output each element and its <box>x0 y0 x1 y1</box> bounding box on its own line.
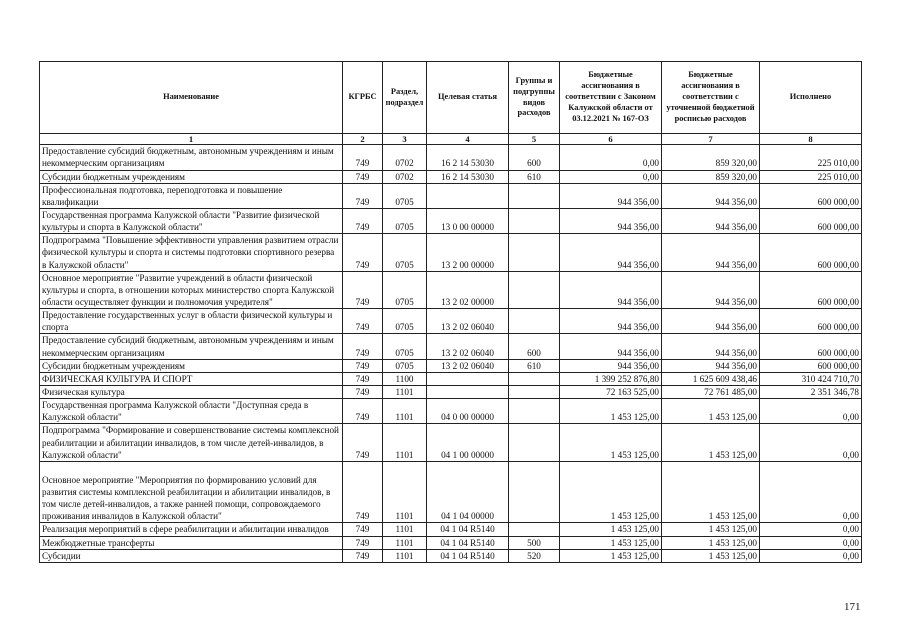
row-group: 610 <box>509 170 560 183</box>
row-group: 500 <box>509 536 560 549</box>
row-law-amount: 944 356,00 <box>560 271 662 308</box>
row-name: Субсидии бюджетным учреждениям <box>40 170 343 183</box>
row-law-amount: 1 453 125,00 <box>560 536 662 549</box>
row-name: Предоставление субсидий бюджетным, автономным учреждениям и иным некоммерческим организациям <box>40 334 343 359</box>
header-kgrbs: КГРБС <box>343 62 383 134</box>
row-section: 0705 <box>383 359 427 372</box>
row-name: Субсидии <box>40 549 343 562</box>
row-group <box>509 209 560 234</box>
row-name: Профессиональная подготовка, переподготовка и повышение квалификации <box>40 183 343 208</box>
row-executed-amount: 600 000,00 <box>760 271 862 308</box>
row-law-amount: 944 356,00 <box>560 334 662 359</box>
row-name: Реализация мероприятий в сфере реабилитации и абилитации инвалидов <box>40 523 343 536</box>
row-refined-amount: 1 453 125,00 <box>662 549 760 562</box>
column-number: 2 <box>343 134 383 145</box>
table-row <box>40 399 862 424</box>
row-kgrbs: 749 <box>343 523 383 536</box>
row-group: 520 <box>509 549 560 562</box>
row-section: 1101 <box>383 399 427 424</box>
row-refined-amount: 1 453 125,00 <box>662 424 760 461</box>
row-refined-amount: 859 320,00 <box>662 145 760 170</box>
row-refined-amount: 944 356,00 <box>662 334 760 359</box>
row-name: ФИЗИЧЕСКАЯ КУЛЬТУРА И СПОРТ <box>40 372 343 385</box>
table-row <box>40 170 862 183</box>
budget-execution-table <box>39 61 862 563</box>
row-target: 13 2 02 06040 <box>427 359 509 372</box>
row-refined-amount: 944 356,00 <box>662 183 760 208</box>
column-number: 3 <box>383 134 427 145</box>
row-section: 0705 <box>383 271 427 308</box>
row-executed-amount: 600 000,00 <box>760 334 862 359</box>
row-kgrbs: 749 <box>343 359 383 372</box>
row-law-amount: 1 399 252 876,80 <box>560 372 662 385</box>
table-row <box>40 271 862 308</box>
row-kgrbs: 749 <box>343 334 383 359</box>
table-row <box>40 309 862 334</box>
row-target <box>427 372 509 385</box>
row-law-amount: 72 163 525,00 <box>560 385 662 398</box>
row-kgrbs: 749 <box>343 549 383 562</box>
row-group: 600 <box>509 145 560 170</box>
row-law-amount: 0,00 <box>560 170 662 183</box>
row-executed-amount: 0,00 <box>760 461 862 523</box>
row-name: Основное мероприятие "Мероприятия по формированию условий для развития системы комплексной реабилитации и абилитации инвалидов, в том числе детей-инвалидов, а также ранней помощи, сопровождаемого проживания инвалидов в Калужской области" <box>40 461 343 523</box>
row-target: 04 1 00 00000 <box>427 424 509 461</box>
table-row <box>40 359 862 372</box>
row-law-amount: 944 356,00 <box>560 183 662 208</box>
row-section: 1101 <box>383 424 427 461</box>
row-group <box>509 424 560 461</box>
row-kgrbs: 749 <box>343 234 383 271</box>
row-law-amount: 944 356,00 <box>560 234 662 271</box>
row-kgrbs: 749 <box>343 536 383 549</box>
row-target <box>427 183 509 208</box>
row-executed-amount: 600 000,00 <box>760 359 862 372</box>
table-row <box>40 145 862 170</box>
row-executed-amount: 0,00 <box>760 536 862 549</box>
row-section: 1101 <box>383 461 427 523</box>
row-refined-amount: 944 356,00 <box>662 209 760 234</box>
row-kgrbs: 749 <box>343 309 383 334</box>
row-law-amount: 944 356,00 <box>560 309 662 334</box>
row-group <box>509 234 560 271</box>
row-name: Физическая культура <box>40 385 343 398</box>
header-executed: Исполнено <box>760 62 862 134</box>
row-group <box>509 372 560 385</box>
row-executed-amount: 0,00 <box>760 424 862 461</box>
row-law-amount: 944 356,00 <box>560 359 662 372</box>
header-law-allocations: Бюджетные ассигнования в соответствии с Законом Калужской области от 03.12.2021 № 167-ОЗ <box>560 62 662 134</box>
column-number: 4 <box>427 134 509 145</box>
row-section: 1101 <box>383 549 427 562</box>
row-refined-amount: 944 356,00 <box>662 309 760 334</box>
row-name: Межбюджетные трансферты <box>40 536 343 549</box>
row-executed-amount: 2 351 346,78 <box>760 385 862 398</box>
row-target: 04 1 04 R5140 <box>427 549 509 562</box>
table-row <box>40 334 862 359</box>
row-law-amount: 0,00 <box>560 145 662 170</box>
row-section: 1101 <box>383 536 427 549</box>
row-executed-amount: 225 010,00 <box>760 170 862 183</box>
column-number: 6 <box>560 134 662 145</box>
row-kgrbs: 749 <box>343 385 383 398</box>
row-target: 04 1 04 R5140 <box>427 523 509 536</box>
row-target: 13 2 02 06040 <box>427 309 509 334</box>
row-kgrbs: 749 <box>343 399 383 424</box>
column-number: 1 <box>40 134 343 145</box>
table-row <box>40 523 862 536</box>
row-kgrbs: 749 <box>343 372 383 385</box>
header-section: Раздел, подраздел <box>383 62 427 134</box>
table-row <box>40 536 862 549</box>
table-row <box>40 183 862 208</box>
column-number: 8 <box>760 134 862 145</box>
row-section: 1101 <box>383 523 427 536</box>
row-executed-amount: 0,00 <box>760 399 862 424</box>
page-number: 171 <box>844 601 861 613</box>
row-executed-amount: 600 000,00 <box>760 234 862 271</box>
table-row <box>40 424 862 461</box>
table-row <box>40 461 862 523</box>
row-refined-amount: 944 356,00 <box>662 234 760 271</box>
row-executed-amount: 600 000,00 <box>760 209 862 234</box>
row-refined-amount: 859 320,00 <box>662 170 760 183</box>
row-section: 0702 <box>383 145 427 170</box>
header-target-article: Целевая статья <box>427 62 509 134</box>
table-row <box>40 372 862 385</box>
row-target: 13 2 02 00000 <box>427 271 509 308</box>
row-name: Государственная программа Калужской области "Доступная среда в Калужской области" <box>40 399 343 424</box>
row-law-amount: 1 453 125,00 <box>560 523 662 536</box>
row-executed-amount: 600 000,00 <box>760 309 862 334</box>
row-name: Государственная программа Калужской области "Развитие физической культуры и спорта в Калужской области" <box>40 209 343 234</box>
row-section: 0705 <box>383 234 427 271</box>
header-expense-group: Группы и подгруппы видов расходов <box>509 62 560 134</box>
table-header-row <box>40 62 862 134</box>
row-section: 0702 <box>383 170 427 183</box>
row-executed-amount: 600 000,00 <box>760 183 862 208</box>
row-refined-amount: 1 625 609 438,46 <box>662 372 760 385</box>
row-refined-amount: 1 453 125,00 <box>662 536 760 549</box>
row-target: 04 1 04 00000 <box>427 461 509 523</box>
row-group <box>509 183 560 208</box>
row-kgrbs: 749 <box>343 271 383 308</box>
row-group: 610 <box>509 359 560 372</box>
row-group <box>509 399 560 424</box>
column-number: 5 <box>509 134 560 145</box>
row-name: Основное мероприятие "Развитие учреждений в области физической культуры и спорта, в отношении которых министерство спорта Калужской области осуществляет функции и полномочия учредителя" <box>40 271 343 308</box>
header-name: Наименование <box>40 62 343 134</box>
table-row <box>40 385 862 398</box>
row-section: 0705 <box>383 334 427 359</box>
row-refined-amount: 1 453 125,00 <box>662 399 760 424</box>
row-target: 13 2 02 06040 <box>427 334 509 359</box>
row-section: 0705 <box>383 183 427 208</box>
table-row <box>40 209 862 234</box>
row-target: 13 2 00 00000 <box>427 234 509 271</box>
row-name: Субсидии бюджетным учреждениям <box>40 359 343 372</box>
row-executed-amount: 0,00 <box>760 523 862 536</box>
row-name: Подпрограмма "Формирование и совершенствование системы комплексной реабилитации и абилитации инвалидов, в том числе детей-инвалидов, в Калужской области" <box>40 424 343 461</box>
row-group <box>509 523 560 536</box>
row-name: Предоставление государственных услуг в области физической культуры и спорта <box>40 309 343 334</box>
row-group <box>509 309 560 334</box>
row-target: 04 1 04 R5140 <box>427 536 509 549</box>
row-refined-amount: 72 761 485,00 <box>662 385 760 398</box>
row-group <box>509 461 560 523</box>
header-refined-allocations: Бюджетные ассигнования в соответствии с уточненной бюджетной росписью расходов <box>662 62 760 134</box>
row-section: 1101 <box>383 385 427 398</box>
table-row <box>40 234 862 271</box>
row-section: 0705 <box>383 309 427 334</box>
row-group <box>509 385 560 398</box>
row-law-amount: 1 453 125,00 <box>560 461 662 523</box>
row-law-amount: 944 356,00 <box>560 209 662 234</box>
row-section: 1100 <box>383 372 427 385</box>
row-target: 13 0 00 00000 <box>427 209 509 234</box>
column-number: 7 <box>662 134 760 145</box>
row-executed-amount: 225 010,00 <box>760 145 862 170</box>
row-section: 0705 <box>383 209 427 234</box>
row-refined-amount: 944 356,00 <box>662 359 760 372</box>
row-refined-amount: 944 356,00 <box>662 271 760 308</box>
row-refined-amount: 1 453 125,00 <box>662 523 760 536</box>
row-kgrbs: 749 <box>343 424 383 461</box>
row-kgrbs: 749 <box>343 461 383 523</box>
row-law-amount: 1 453 125,00 <box>560 399 662 424</box>
row-target: 16 2 14 53030 <box>427 145 509 170</box>
row-group <box>509 271 560 308</box>
row-kgrbs: 749 <box>343 170 383 183</box>
row-target: 16 2 14 53030 <box>427 170 509 183</box>
row-law-amount: 1 453 125,00 <box>560 549 662 562</box>
column-number-row <box>40 134 862 145</box>
row-law-amount: 1 453 125,00 <box>560 424 662 461</box>
table-row <box>40 549 862 562</box>
row-name: Предоставление субсидий бюджетным, автономным учреждениям и иным некоммерческим организациям <box>40 145 343 170</box>
row-target <box>427 385 509 398</box>
row-kgrbs: 749 <box>343 183 383 208</box>
row-name: Подпрограмма "Повышение эффективности управления развитием отрасли физической культуры и спорта и системы подготовки спортивного резерва в Калужской области" <box>40 234 343 271</box>
row-executed-amount: 0,00 <box>760 549 862 562</box>
row-group: 600 <box>509 334 560 359</box>
row-executed-amount: 310 424 710,70 <box>760 372 862 385</box>
row-kgrbs: 749 <box>343 145 383 170</box>
row-refined-amount: 1 453 125,00 <box>662 461 760 523</box>
row-target: 04 0 00 00000 <box>427 399 509 424</box>
row-kgrbs: 749 <box>343 209 383 234</box>
